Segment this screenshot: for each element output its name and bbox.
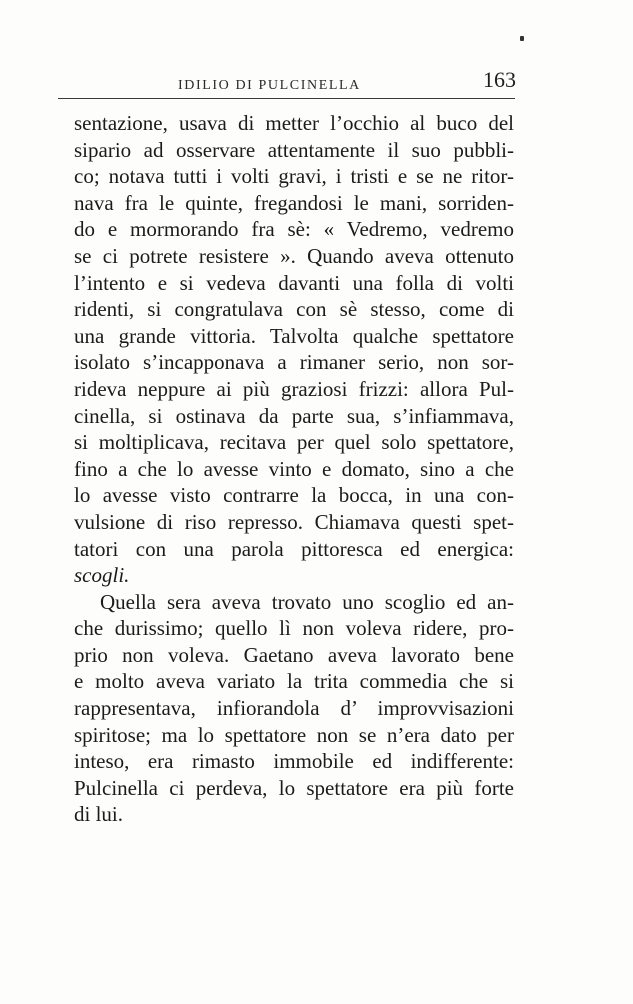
- text-line: tatori con una parola pittoresca ed energica:: [74, 536, 514, 561]
- text-line: rideva neppure ai più graziosi frizzi: allora Pul-: [74, 376, 514, 401]
- text-line: se ci potrete resistere ». Quando aveva ottenuto: [74, 243, 514, 268]
- page-number: 163: [483, 67, 516, 92]
- text-line: inteso, era rimasto immobile ed indifferente:: [74, 749, 514, 774]
- text-line: si moltiplicava, recitava per quel solo spettatore,: [74, 430, 514, 455]
- text-line: sipario ad osservare attentamente il suo pubbli-: [74, 137, 514, 162]
- text-line: Quella sera aveva trovato uno scoglio ed an-: [100, 589, 514, 614]
- text-line: lo avesse visto contrarre la bocca, in una con-: [74, 483, 514, 508]
- text-line: vulsione di riso represso. Chiamava questi spet-: [74, 509, 514, 534]
- scan-speck: [520, 36, 524, 41]
- text-line: sentazione, usava di metter l’occhio al buco del: [74, 111, 514, 135]
- text-line: l’intento e si vedeva davanti una folla di volti: [74, 270, 514, 295]
- text-line: spiritose; ma lo spettatore non se n’era dato per: [74, 722, 514, 747]
- text-line: ridenti, si congratulava con sè stesso, come di: [74, 297, 514, 322]
- text-line: una grande vittoria. Talvolta qualche spettatore: [74, 323, 514, 348]
- text-line: Pulcinella ci perdeva, lo spettatore era più forte: [74, 775, 514, 800]
- text-line: che durissimo; quello lì non voleva ridere, pro-: [74, 616, 514, 641]
- text-line: rappresentava, infiorandola d’ improvvisazioni: [74, 696, 514, 721]
- text-line: di lui.: [74, 802, 124, 827]
- text-line: scogli.: [74, 563, 130, 588]
- text-line: prio non voleva. Gaetano aveva lavorato bene: [74, 642, 514, 667]
- text-line: fino a che lo avesse vinto e domato, sino a che: [74, 456, 514, 481]
- text-line: do e mormorando fra sè: « Vedremo, vedremo: [74, 217, 514, 242]
- text-line: cinella, si ostinava da parte sua, s’infiammava,: [74, 403, 514, 428]
- body-text: [74, 110, 514, 828]
- text-line: nava fra le quinte, fregandosi le mani, sorriden-: [74, 190, 514, 215]
- header-rule: [58, 98, 515, 99]
- text-line: co; notava tutti i volti gravi, i tristi e se ne ritor-: [74, 164, 514, 189]
- text-line: e molto aveva variato la trita commedia che si: [74, 669, 514, 694]
- text-line: isolato s’incapponava a rimaner serio, non sor-: [74, 350, 514, 375]
- page-header: [58, 66, 518, 100]
- running-title: IDILIO DI PULCINELLA: [178, 78, 361, 93]
